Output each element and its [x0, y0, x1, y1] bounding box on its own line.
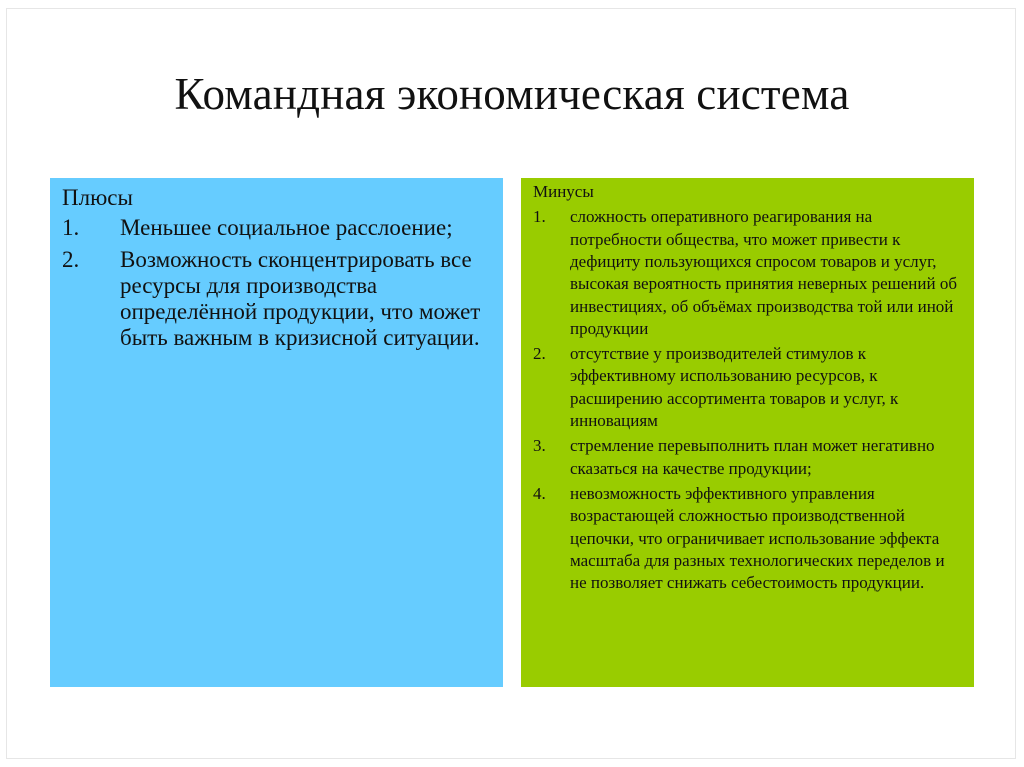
item-text: Возможность сконцентрировать все ресурсы для производства определённой продукции, что может быть важным в кризисной ситуации.: [120, 246, 481, 350]
cons-list: [533, 206, 962, 594]
item-number: 2.: [533, 344, 546, 364]
pros-list: [62, 215, 491, 351]
list-item: [62, 247, 491, 351]
list-item: [533, 206, 962, 340]
list-item: [62, 215, 491, 241]
pros-heading: Плюсы: [62, 185, 133, 210]
list-item: [533, 435, 962, 480]
pros-panel: [50, 178, 503, 687]
cons-panel: [521, 178, 974, 687]
item-number: 3.: [533, 436, 546, 456]
item-number: 1.: [62, 214, 80, 240]
item-text: стремление перевыполнить план может негативно сказаться на качестве продукции;: [570, 436, 935, 478]
item-text: Меньшее социальное расслоение;: [120, 214, 453, 240]
item-text: сложность оперативного реагирования на потребности общества, что может привести к дефициту пользующихся спросом товаров и услуг, высокая вероятность принятия неверных решений об инвестициях, об объёмах производства той или иной продукции: [570, 207, 957, 338]
slide-title: Командная экономическая система: [174, 69, 850, 119]
item-text: невозможность эффективного управления возрастающей сложностью производственной цепочки, что ограничивает использование эффекта масштаба для разных технологических переделов и не позволяет снижать себестоимость продукции.: [570, 483, 945, 593]
item-number: 2.: [62, 246, 80, 272]
item-text: отсутствие у производителей стимулов к эффективному использованию ресурсов, к расширению ассортимента товаров и услуг, к инновациям: [570, 344, 899, 431]
item-number: 1.: [533, 207, 546, 227]
list-item: [533, 483, 962, 594]
cons-heading: Минусы: [533, 182, 594, 201]
item-number: 4.: [533, 483, 546, 503]
list-item: [533, 343, 962, 432]
